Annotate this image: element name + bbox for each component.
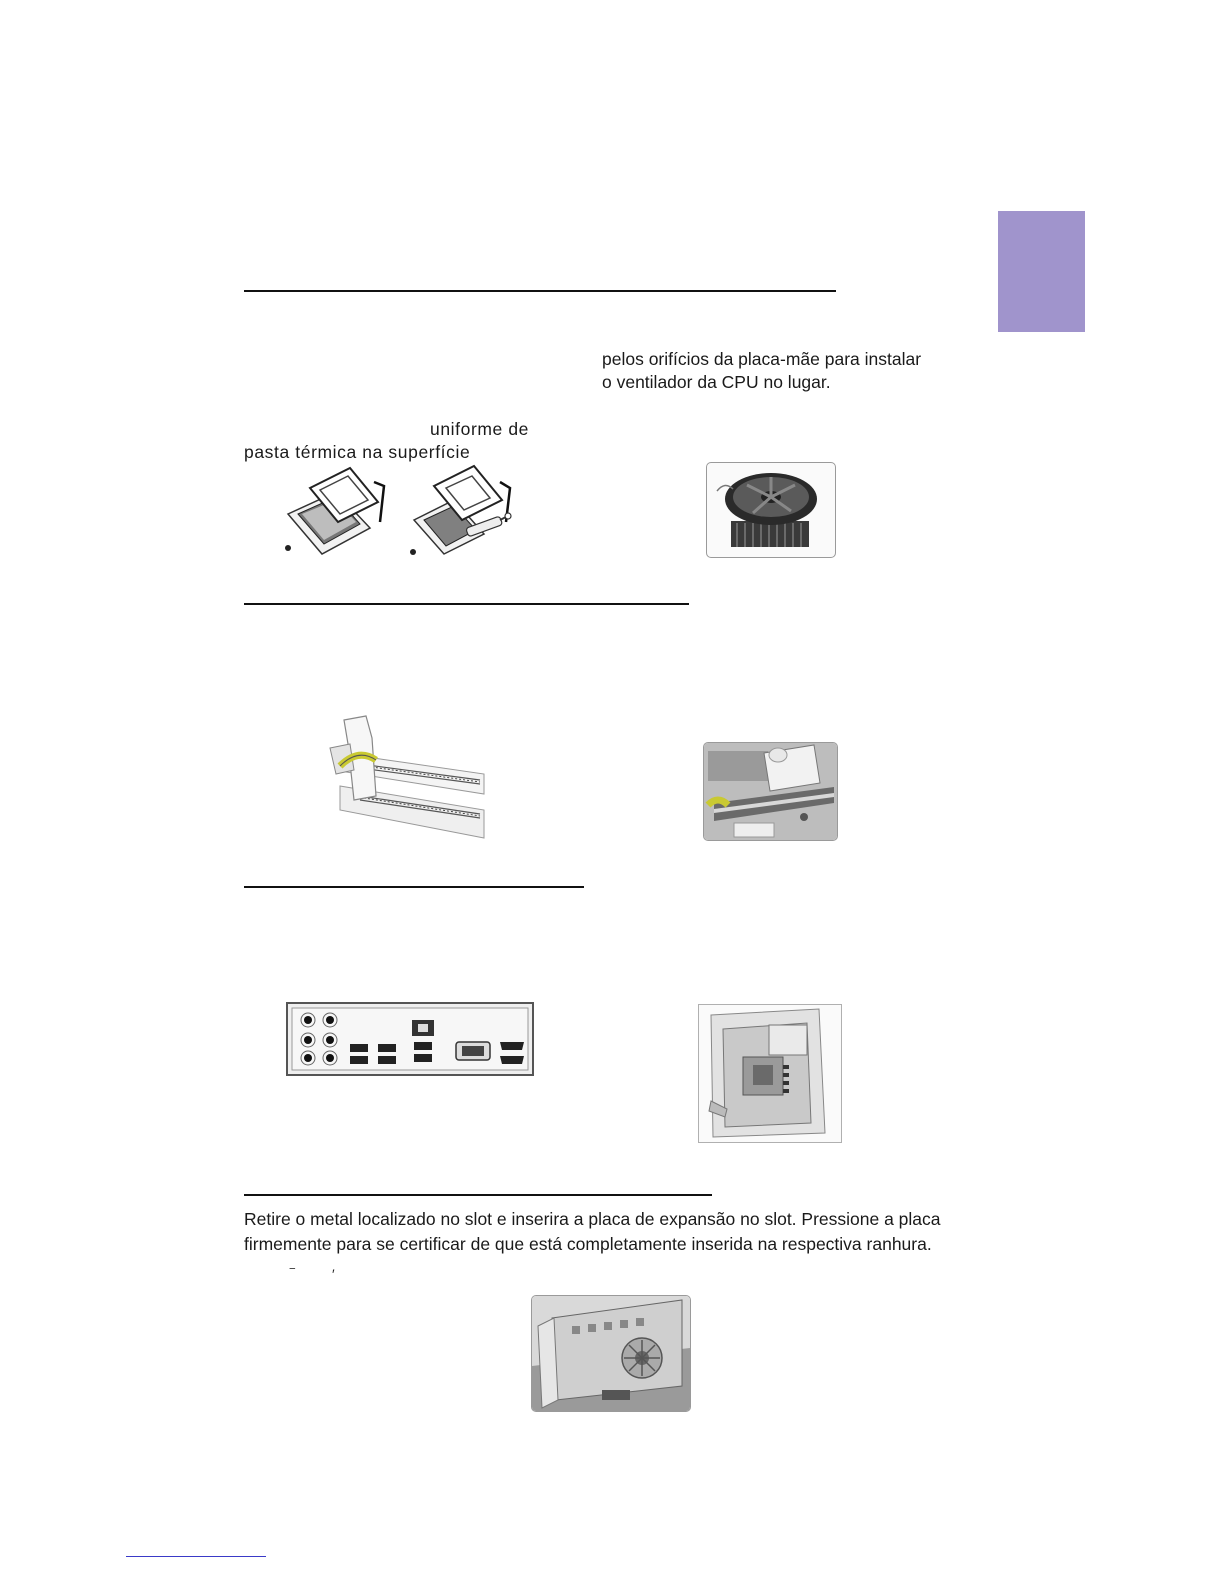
thermal-paste-text-line2: pasta térmica na superfície bbox=[244, 442, 471, 462]
thermal-paste-illustration bbox=[404, 464, 530, 562]
cpu-fan-text-line2: o ventilador da CPU no lugar. bbox=[602, 372, 831, 392]
stray-mark: ‾ bbox=[290, 1266, 295, 1282]
section-rule-memory bbox=[244, 603, 689, 605]
thermal-paste-text-line1: uniforme de bbox=[430, 419, 530, 439]
section-rule-cpu bbox=[244, 290, 836, 292]
cpu-socket-illustration bbox=[276, 462, 398, 562]
case-interior-photo bbox=[698, 1004, 842, 1143]
expansion-card-text-line1: Retire o metal localizado no slot e inserira a placa de expansão no slot. Pressione a placa bbox=[244, 1209, 941, 1229]
section-rule-io-shield bbox=[244, 886, 584, 888]
expansion-card-photo bbox=[531, 1295, 691, 1412]
dimm-slot-illustration bbox=[320, 714, 490, 840]
footer-link-underline bbox=[126, 1556, 266, 1557]
section-rule-expansion-card bbox=[244, 1194, 712, 1196]
io-shield-illustration bbox=[286, 1002, 534, 1076]
chapter-color-tab bbox=[998, 211, 1085, 332]
stray-mark: ′ bbox=[332, 1266, 335, 1282]
memory-install-photo bbox=[703, 742, 838, 841]
cpu-fan-text-line1: pelos orifícios da placa-mãe para instalar bbox=[602, 349, 922, 369]
expansion-card-text-line2: firmemente para se certificar de que está completamente inserida na respectiva ranhura. bbox=[244, 1234, 932, 1254]
cpu-fan-photo bbox=[706, 462, 836, 558]
